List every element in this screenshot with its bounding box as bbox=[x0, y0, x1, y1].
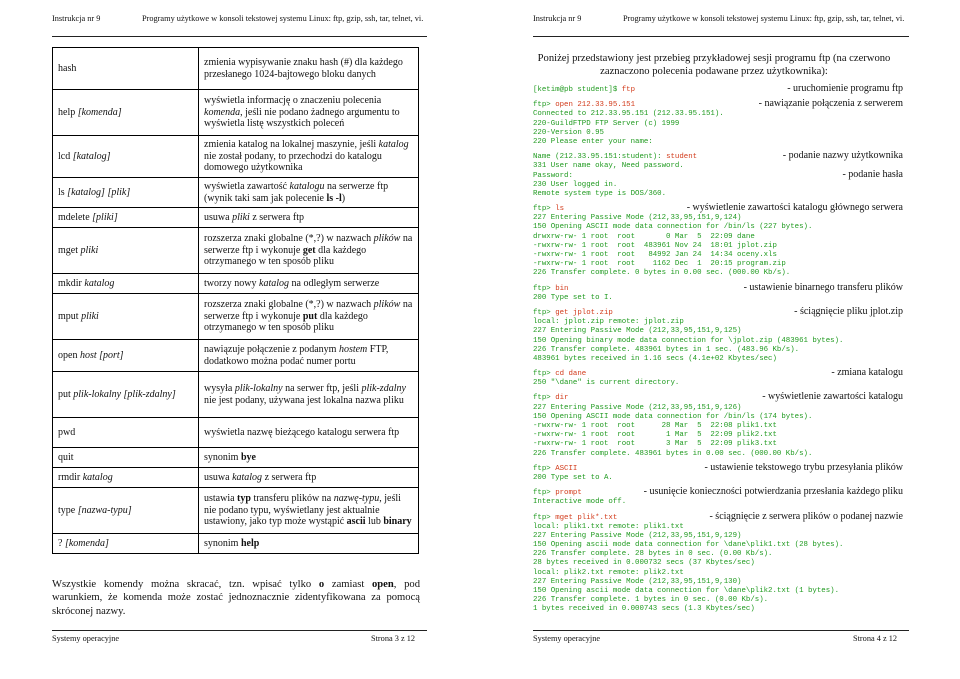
session-line bbox=[533, 440, 903, 449]
command-description bbox=[199, 90, 419, 136]
command-row bbox=[53, 340, 419, 372]
terminal-output: 250 "\dane" is current directory. bbox=[533, 379, 680, 388]
terminal-output: 226 Transfer complete. 483961 bytes in 0.00 sec. (000.00 Kb/s). bbox=[533, 449, 813, 458]
session-line bbox=[533, 532, 903, 541]
session-line bbox=[533, 498, 903, 507]
text-run: [nazwa-typu] bbox=[77, 504, 132, 516]
text-run: synonim bbox=[204, 451, 241, 463]
text-run: , jeśli nie podano typu, wyświetlany jest aktualnie ustawiony, jako typ może wystąpić bbox=[204, 493, 401, 528]
command-description bbox=[199, 294, 419, 340]
command-row bbox=[53, 418, 419, 448]
command-description bbox=[199, 468, 419, 488]
session-line bbox=[533, 318, 903, 327]
session-line bbox=[533, 367, 903, 379]
command-description bbox=[199, 340, 419, 372]
text-run: FTP, dodatkowo można podać numer portu bbox=[204, 343, 389, 367]
text-run: hostem bbox=[338, 343, 368, 355]
user-command: bin bbox=[555, 284, 569, 293]
terminal-output: 230 User logged in. bbox=[533, 180, 618, 189]
command-description bbox=[199, 208, 419, 228]
text-run: pliki bbox=[80, 244, 99, 256]
text-run: , pod warunkiem, że komenda może zostać jednoznacznie zidentyfikowana za pomocą skróconej nazwy. bbox=[52, 579, 421, 617]
text-run: type bbox=[58, 504, 78, 516]
terminal-output: [ketim@pb student]$ bbox=[533, 86, 622, 94]
text-run: hash bbox=[58, 62, 77, 74]
text-run: katalog bbox=[82, 471, 113, 483]
terminal-output: 28 bytes received in 0.000732 secs (37 Kbytes/sec) bbox=[533, 559, 755, 568]
user-command: dir bbox=[555, 394, 569, 403]
command-row bbox=[53, 448, 419, 468]
session-line bbox=[533, 327, 903, 336]
session-line bbox=[533, 431, 903, 440]
text-run: synonim bbox=[204, 537, 241, 549]
session-line bbox=[533, 150, 903, 162]
session-line bbox=[533, 129, 903, 138]
terminal-output: ftp> bbox=[533, 308, 556, 317]
terminal-output: ftp> bbox=[533, 101, 556, 110]
header-left: Instrukcja nr 9 bbox=[52, 14, 101, 23]
user-command: ASCII bbox=[555, 464, 578, 473]
session-line bbox=[533, 305, 903, 318]
text-run: dla każdego otrzymanego w ten sposób pliku bbox=[204, 310, 368, 334]
text-run: get bbox=[302, 244, 316, 256]
ftp-session-transcript bbox=[533, 83, 903, 615]
session-line bbox=[533, 294, 903, 303]
terminal-output: Password: bbox=[533, 171, 573, 180]
user-command: open 212.33.95.151 bbox=[555, 101, 636, 110]
text-run: wyświetla informację o znaczeniu polecenia bbox=[204, 95, 382, 107]
session-line bbox=[533, 578, 903, 587]
command-description bbox=[199, 228, 419, 274]
command-description bbox=[199, 418, 419, 448]
text-run: komenda bbox=[204, 106, 241, 118]
text-run: ls -l bbox=[326, 192, 342, 204]
text-run: put bbox=[58, 388, 74, 400]
text-run: katalog bbox=[378, 139, 409, 151]
text-run: o bbox=[318, 579, 325, 590]
session-line bbox=[533, 83, 903, 95]
command-name bbox=[53, 294, 199, 340]
step-comment: - ustawienie binarnego transferu plików bbox=[743, 281, 903, 293]
terminal-output: ftp> bbox=[533, 284, 556, 293]
session-line bbox=[533, 251, 903, 260]
command-description bbox=[199, 48, 419, 90]
text-run: wyświetla zawartość bbox=[204, 180, 290, 192]
session-line bbox=[533, 559, 903, 568]
command-name bbox=[53, 178, 199, 208]
terminal-output: 331 User name okay, Need password. bbox=[533, 162, 684, 171]
step-comment: - wyświetlenie zawartości katalogu bbox=[762, 391, 903, 403]
session-line bbox=[533, 391, 903, 403]
text-run: katalog bbox=[232, 471, 263, 483]
command-row bbox=[53, 488, 419, 534]
text-run: binary bbox=[383, 516, 412, 528]
command-row bbox=[53, 372, 419, 418]
ftp-command-table bbox=[52, 47, 419, 554]
step-comment: - zmiana katalogu bbox=[831, 367, 903, 379]
terminal-output: 220-GuildFTPD FTP Server (c) 1999 bbox=[533, 119, 680, 128]
text-run: plik-lokalny bbox=[234, 382, 283, 394]
session-line bbox=[533, 550, 903, 559]
text-run: rozszerza znaki globalne (*,?) w nazwach bbox=[204, 233, 374, 245]
step-comment: - ściągnięcie z serwera plików o podanej nazwie bbox=[709, 510, 903, 522]
header-right: Programy użytkowe w konsoli tekstowej systemu Linux: ftp, gzip, ssh, tar, telnet, vi. bbox=[142, 14, 424, 23]
session-line bbox=[533, 510, 903, 523]
text-run: ) bbox=[341, 192, 346, 204]
command-row bbox=[53, 136, 419, 178]
text-run: typ bbox=[237, 493, 251, 505]
text-run: usuwa bbox=[204, 211, 233, 223]
terminal-output: ftp> bbox=[533, 464, 556, 473]
user-command: cd dane bbox=[555, 370, 587, 379]
user-command: prompt bbox=[555, 489, 582, 498]
text-run: plik-zdalny bbox=[361, 382, 406, 394]
text-run: mkdir bbox=[58, 277, 85, 289]
session-line bbox=[533, 355, 903, 364]
command-description bbox=[199, 274, 419, 294]
step-comment: - nawiązanie połączenia z serwerem bbox=[758, 98, 903, 110]
terminal-output: ftp> bbox=[533, 489, 556, 498]
text-run: ascii bbox=[346, 516, 366, 528]
session-line bbox=[533, 242, 903, 251]
command-row bbox=[53, 48, 419, 90]
terminal-output: 150 Opening ascii mode data connection for \dane\plik2.txt (1 bytes). bbox=[533, 587, 840, 595]
terminal-output: 226 Transfer complete. 28 bytes in 0 sec. (0.00 Kb/s). bbox=[533, 550, 773, 559]
text-run: nie został podany, to przechodzi do katalogu domowego użytkownika bbox=[204, 150, 382, 174]
text-run: [port] bbox=[99, 349, 124, 361]
terminal-output: Name (212.33.95.151:student): bbox=[533, 153, 667, 162]
text-run: katalogu bbox=[289, 180, 325, 192]
terminal-output: 483961 bytes received in 1.16 secs (4.1e+02 Kbytes/sec) bbox=[533, 354, 777, 363]
command-row bbox=[53, 468, 419, 488]
session-line bbox=[533, 260, 903, 269]
text-run: , jeśli nie podano żadnego argumentu to wyświetla listę wszystkich poleceń bbox=[204, 106, 400, 130]
session-line bbox=[533, 269, 903, 278]
user-command: ftp bbox=[621, 86, 636, 94]
session-line bbox=[533, 541, 903, 550]
text-run: tworzy nowy bbox=[204, 277, 259, 289]
command-name bbox=[53, 488, 199, 534]
text-run: nie jest podany, używana jest lokalna nazwa pliku bbox=[204, 394, 404, 406]
command-description bbox=[199, 488, 419, 534]
session-line bbox=[533, 337, 903, 346]
terminal-output: Remote system type is DOS/360. bbox=[533, 189, 667, 198]
command-name bbox=[53, 468, 199, 488]
command-description bbox=[199, 178, 419, 208]
terminal-output: -rwxrw-rw- 1 root root 84992 Jan 24 14:34 oceny.xls bbox=[533, 251, 777, 259]
command-name bbox=[53, 418, 199, 448]
text-run: na serwer ftp, jeśli bbox=[282, 382, 362, 394]
text-run: usuwa bbox=[204, 471, 233, 483]
terminal-output: Interactive mode off. bbox=[533, 498, 627, 507]
command-row bbox=[53, 90, 419, 136]
step-comment: - ustawienie tekstowego trybu przesyłania plików bbox=[704, 461, 903, 473]
terminal-output: Connected to 212.33.95.151 (212.33.95.151). bbox=[533, 110, 724, 119]
text-run: nazwę-typu bbox=[333, 493, 380, 505]
text-run: host bbox=[79, 349, 97, 361]
text-run: dla każdego otrzymanego w ten sposób pliku bbox=[204, 244, 367, 268]
terminal-output: ftp> bbox=[533, 205, 556, 214]
text-run: [komenda] bbox=[77, 106, 122, 118]
session-line bbox=[533, 168, 903, 181]
step-comment: - wyświetlenie zawartości katalogu głównego serwera bbox=[686, 202, 903, 214]
session-line bbox=[533, 98, 903, 110]
terminal-output: -rwxrw-rw- 1 root root 483961 Nov 24 18:01 jplot.zip bbox=[533, 241, 777, 250]
text-run: katalog bbox=[259, 277, 289, 289]
text-run: [katalog] bbox=[72, 150, 111, 162]
command-name bbox=[53, 136, 199, 178]
session-line bbox=[533, 379, 903, 388]
user-command: student bbox=[666, 153, 698, 162]
text-run: quit bbox=[58, 451, 74, 463]
session-line bbox=[533, 281, 903, 294]
terminal-output: -rwxrw-rw- 1 root root 28 Mar 5 22:08 plik1.txt bbox=[533, 422, 777, 430]
header-left: Instrukcja nr 9 bbox=[533, 14, 582, 23]
terminal-output: 200 Type set to I. bbox=[533, 293, 613, 302]
session-line bbox=[533, 587, 903, 596]
session-line bbox=[533, 346, 903, 355]
terminal-output: 200 Type set to A. bbox=[533, 473, 613, 482]
text-run: mput bbox=[58, 310, 82, 322]
session-line bbox=[533, 190, 903, 199]
command-name bbox=[53, 90, 199, 136]
command-description bbox=[199, 372, 419, 418]
text-run: na odległym serwerze bbox=[289, 277, 380, 289]
step-comment: - podanie hasła bbox=[842, 168, 903, 180]
text-run: [pliki] bbox=[92, 211, 118, 223]
text-run: plików bbox=[373, 299, 401, 311]
text-run: plików bbox=[373, 233, 401, 245]
command-description bbox=[199, 534, 419, 554]
step-comment: - ściągnięcie pliku jplot.zip bbox=[794, 305, 903, 317]
footer-page-number: Strona 4 z 12 bbox=[853, 634, 898, 643]
terminal-output: 227 Entering Passive Mode (212,33,95,151,9,125) bbox=[533, 327, 742, 336]
session-line bbox=[533, 181, 903, 190]
footer-rule bbox=[52, 630, 427, 631]
terminal-output: 220-Version 0.95 bbox=[533, 128, 604, 137]
terminal-output: 150 Opening binary mode data connection for \jplot.zip (483961 bytes). bbox=[533, 336, 844, 345]
text-run: mdelete bbox=[58, 211, 93, 223]
terminal-output: -rwxrw-rw- 1 root root 3 Mar 5 22:09 plik3.txt bbox=[533, 440, 777, 449]
command-name bbox=[53, 534, 199, 554]
terminal-output: -rwxrw-rw- 1 root root 1162 Dec 1 20:15 program.zip bbox=[533, 260, 786, 269]
text-run: pwd bbox=[58, 426, 76, 438]
header-right: Programy użytkowe w konsoli tekstowej systemu Linux: ftp, gzip, ssh, tar, telnet, vi. bbox=[623, 14, 905, 23]
text-run: put bbox=[302, 310, 318, 322]
step-comment: - podanie nazwy użytkownika bbox=[782, 150, 903, 162]
footer-left: Systemy operacyjne bbox=[533, 634, 601, 643]
text-run: zmienia wypisywanie znaku hash (#) dla każdego przesłanego 1024-bajtowego bloku danych bbox=[204, 56, 403, 80]
command-name bbox=[53, 372, 199, 418]
session-line bbox=[533, 450, 903, 459]
command-description bbox=[199, 448, 419, 468]
user-command: ls bbox=[555, 205, 565, 214]
session-intro: Poniżej przedstawiony jest przebieg przykładowej sesji programu ftp (na czerwono zaznaczono polecenia podawane przez użytkownika): bbox=[537, 53, 891, 78]
step-comment: - usunięcie konieczności potwierdzania przesłania każdego pliku bbox=[643, 486, 903, 498]
text-run: lub bbox=[365, 516, 384, 528]
terminal-output: 226 Transfer complete. 1 bytes in 0 sec. (0.00 Kb/s). bbox=[533, 596, 769, 605]
session-line bbox=[533, 110, 903, 119]
session-line bbox=[533, 569, 903, 578]
command-row bbox=[53, 274, 419, 294]
abbreviation-note bbox=[52, 578, 420, 618]
terminal-output: 220 Please enter your name: bbox=[533, 137, 653, 146]
session-line bbox=[533, 523, 903, 532]
user-command: get jplot.zip bbox=[555, 308, 613, 317]
terminal-output: drwxrw-rw- 1 root root 0 Mar 5 22:09 dane bbox=[533, 232, 755, 241]
command-name bbox=[53, 228, 199, 274]
session-line bbox=[533, 474, 903, 483]
text-run: z serwera ftp bbox=[262, 471, 317, 483]
step-comment: - uruchomienie programu ftp bbox=[787, 83, 903, 94]
text-run: ls bbox=[58, 186, 68, 198]
command-row bbox=[53, 228, 419, 274]
text-run: wyświetla nazwę bieżącego katalogu serwera ftp bbox=[204, 426, 400, 438]
session-line bbox=[533, 486, 903, 498]
terminal-output: ftp> bbox=[533, 394, 556, 403]
session-line bbox=[533, 422, 903, 431]
text-run: [komenda] bbox=[64, 537, 109, 549]
footer-left: Systemy operacyjne bbox=[52, 634, 120, 643]
terminal-output: 226 Transfer complete. 0 bytes in 0.00 sec. (000.00 Kb/s). bbox=[533, 269, 791, 278]
text-run: Wszystkie komendy można skracać, tzn. wpisać tylko bbox=[52, 579, 319, 590]
text-run: bye bbox=[240, 451, 256, 463]
session-line bbox=[533, 138, 903, 147]
text-run: ustawia bbox=[204, 493, 238, 505]
terminal-output: 1 bytes received in 0.000743 secs (1.3 Kbytes/sec) bbox=[533, 605, 755, 614]
text-run: na serwerze ftp (wynik taki sam jak polecenie bbox=[204, 180, 389, 204]
text-run: pliki bbox=[81, 310, 99, 322]
session-line bbox=[533, 413, 903, 422]
header-rule bbox=[533, 36, 909, 37]
text-run: open bbox=[371, 579, 394, 590]
text-run: nawiązuje połączenie z podanym bbox=[204, 343, 339, 355]
terminal-output: 227 Entering Passive Mode (212,33,95,151,9,124) bbox=[533, 214, 742, 223]
text-run: pliki bbox=[232, 211, 250, 223]
session-line bbox=[533, 120, 903, 129]
command-row bbox=[53, 208, 419, 228]
command-name bbox=[53, 48, 199, 90]
session-line bbox=[533, 233, 903, 242]
text-run: transferu plików na bbox=[250, 493, 334, 505]
terminal-output: 150 Opening ASCII mode data connection for /bin/ls (174 bytes). bbox=[533, 412, 813, 421]
terminal-output: 226 Transfer complete. 483961 bytes in 1 sec. (483.96 Kb/s). bbox=[533, 345, 800, 354]
command-name bbox=[53, 448, 199, 468]
text-run: open bbox=[58, 349, 80, 361]
text-run: zmienia katalog na lokalnej maszynie, jeśli bbox=[204, 139, 379, 151]
session-line bbox=[533, 223, 903, 232]
command-row bbox=[53, 178, 419, 208]
text-run: rozszerza znaki globalne (*,?) w nazwach bbox=[204, 299, 374, 311]
header-rule bbox=[52, 36, 427, 37]
terminal-output: local: plik2.txt remote: plik2.txt bbox=[533, 568, 684, 577]
command-name bbox=[53, 340, 199, 372]
terminal-output: 227 Entering Passive Mode (212,33,95,151,9,126) bbox=[533, 403, 742, 412]
session-line bbox=[533, 202, 903, 214]
command-row bbox=[53, 294, 419, 340]
text-run: plik-lokalny [plik-zdalny] bbox=[73, 388, 176, 400]
text-run: help bbox=[58, 106, 78, 118]
text-run: mget bbox=[58, 244, 81, 256]
session-line bbox=[533, 605, 903, 614]
terminal-output: ftp> bbox=[533, 370, 556, 379]
session-line bbox=[533, 214, 903, 223]
command-name bbox=[53, 274, 199, 294]
text-run: na serwerze ftp i wykonuje bbox=[204, 233, 413, 256]
terminal-output: 150 Opening ascii mode data connection for \dane\plik1.txt (28 bytes). bbox=[533, 541, 844, 550]
text-run: lcd bbox=[58, 150, 73, 162]
command-description bbox=[199, 136, 419, 178]
session-line bbox=[533, 596, 903, 605]
text-run: rmdir bbox=[58, 471, 83, 483]
footer-rule bbox=[533, 630, 909, 631]
text-run: z serwera ftp bbox=[249, 211, 304, 223]
user-command: mget plik*.txt bbox=[555, 513, 618, 522]
session-line bbox=[533, 404, 903, 413]
terminal-output: -rwxrw-rw- 1 root root 1 Mar 5 22:09 plik2.txt bbox=[533, 431, 777, 440]
terminal-output: ftp> bbox=[533, 513, 556, 522]
text-run: help bbox=[240, 537, 260, 549]
terminal-output: local: jplot.zip remote: jplot.zip bbox=[533, 318, 684, 327]
command-row bbox=[53, 534, 419, 554]
footer-page-number: Strona 3 z 12 bbox=[371, 634, 416, 643]
text-run: ? bbox=[58, 537, 65, 549]
text-run: [katalog] [plik] bbox=[67, 186, 131, 198]
text-run: katalog bbox=[84, 277, 115, 289]
terminal-output: local: plik1.txt remote: plik1.txt bbox=[533, 522, 684, 531]
text-run: zamiast bbox=[324, 579, 372, 590]
command-name bbox=[53, 208, 199, 228]
terminal-output: 227 Entering Passive Mode (212,33,95,151,9,129) bbox=[533, 531, 742, 540]
session-line bbox=[533, 461, 903, 474]
terminal-output: 150 Opening ASCII mode data connection for /bin/ls (227 bytes). bbox=[533, 223, 813, 232]
text-run: na serwerze ftp i wykonuje bbox=[204, 299, 413, 322]
text-run: wysyła bbox=[204, 382, 235, 394]
terminal-output: 227 Entering Passive Mode (212,33,95,151,9,130) bbox=[533, 577, 742, 586]
